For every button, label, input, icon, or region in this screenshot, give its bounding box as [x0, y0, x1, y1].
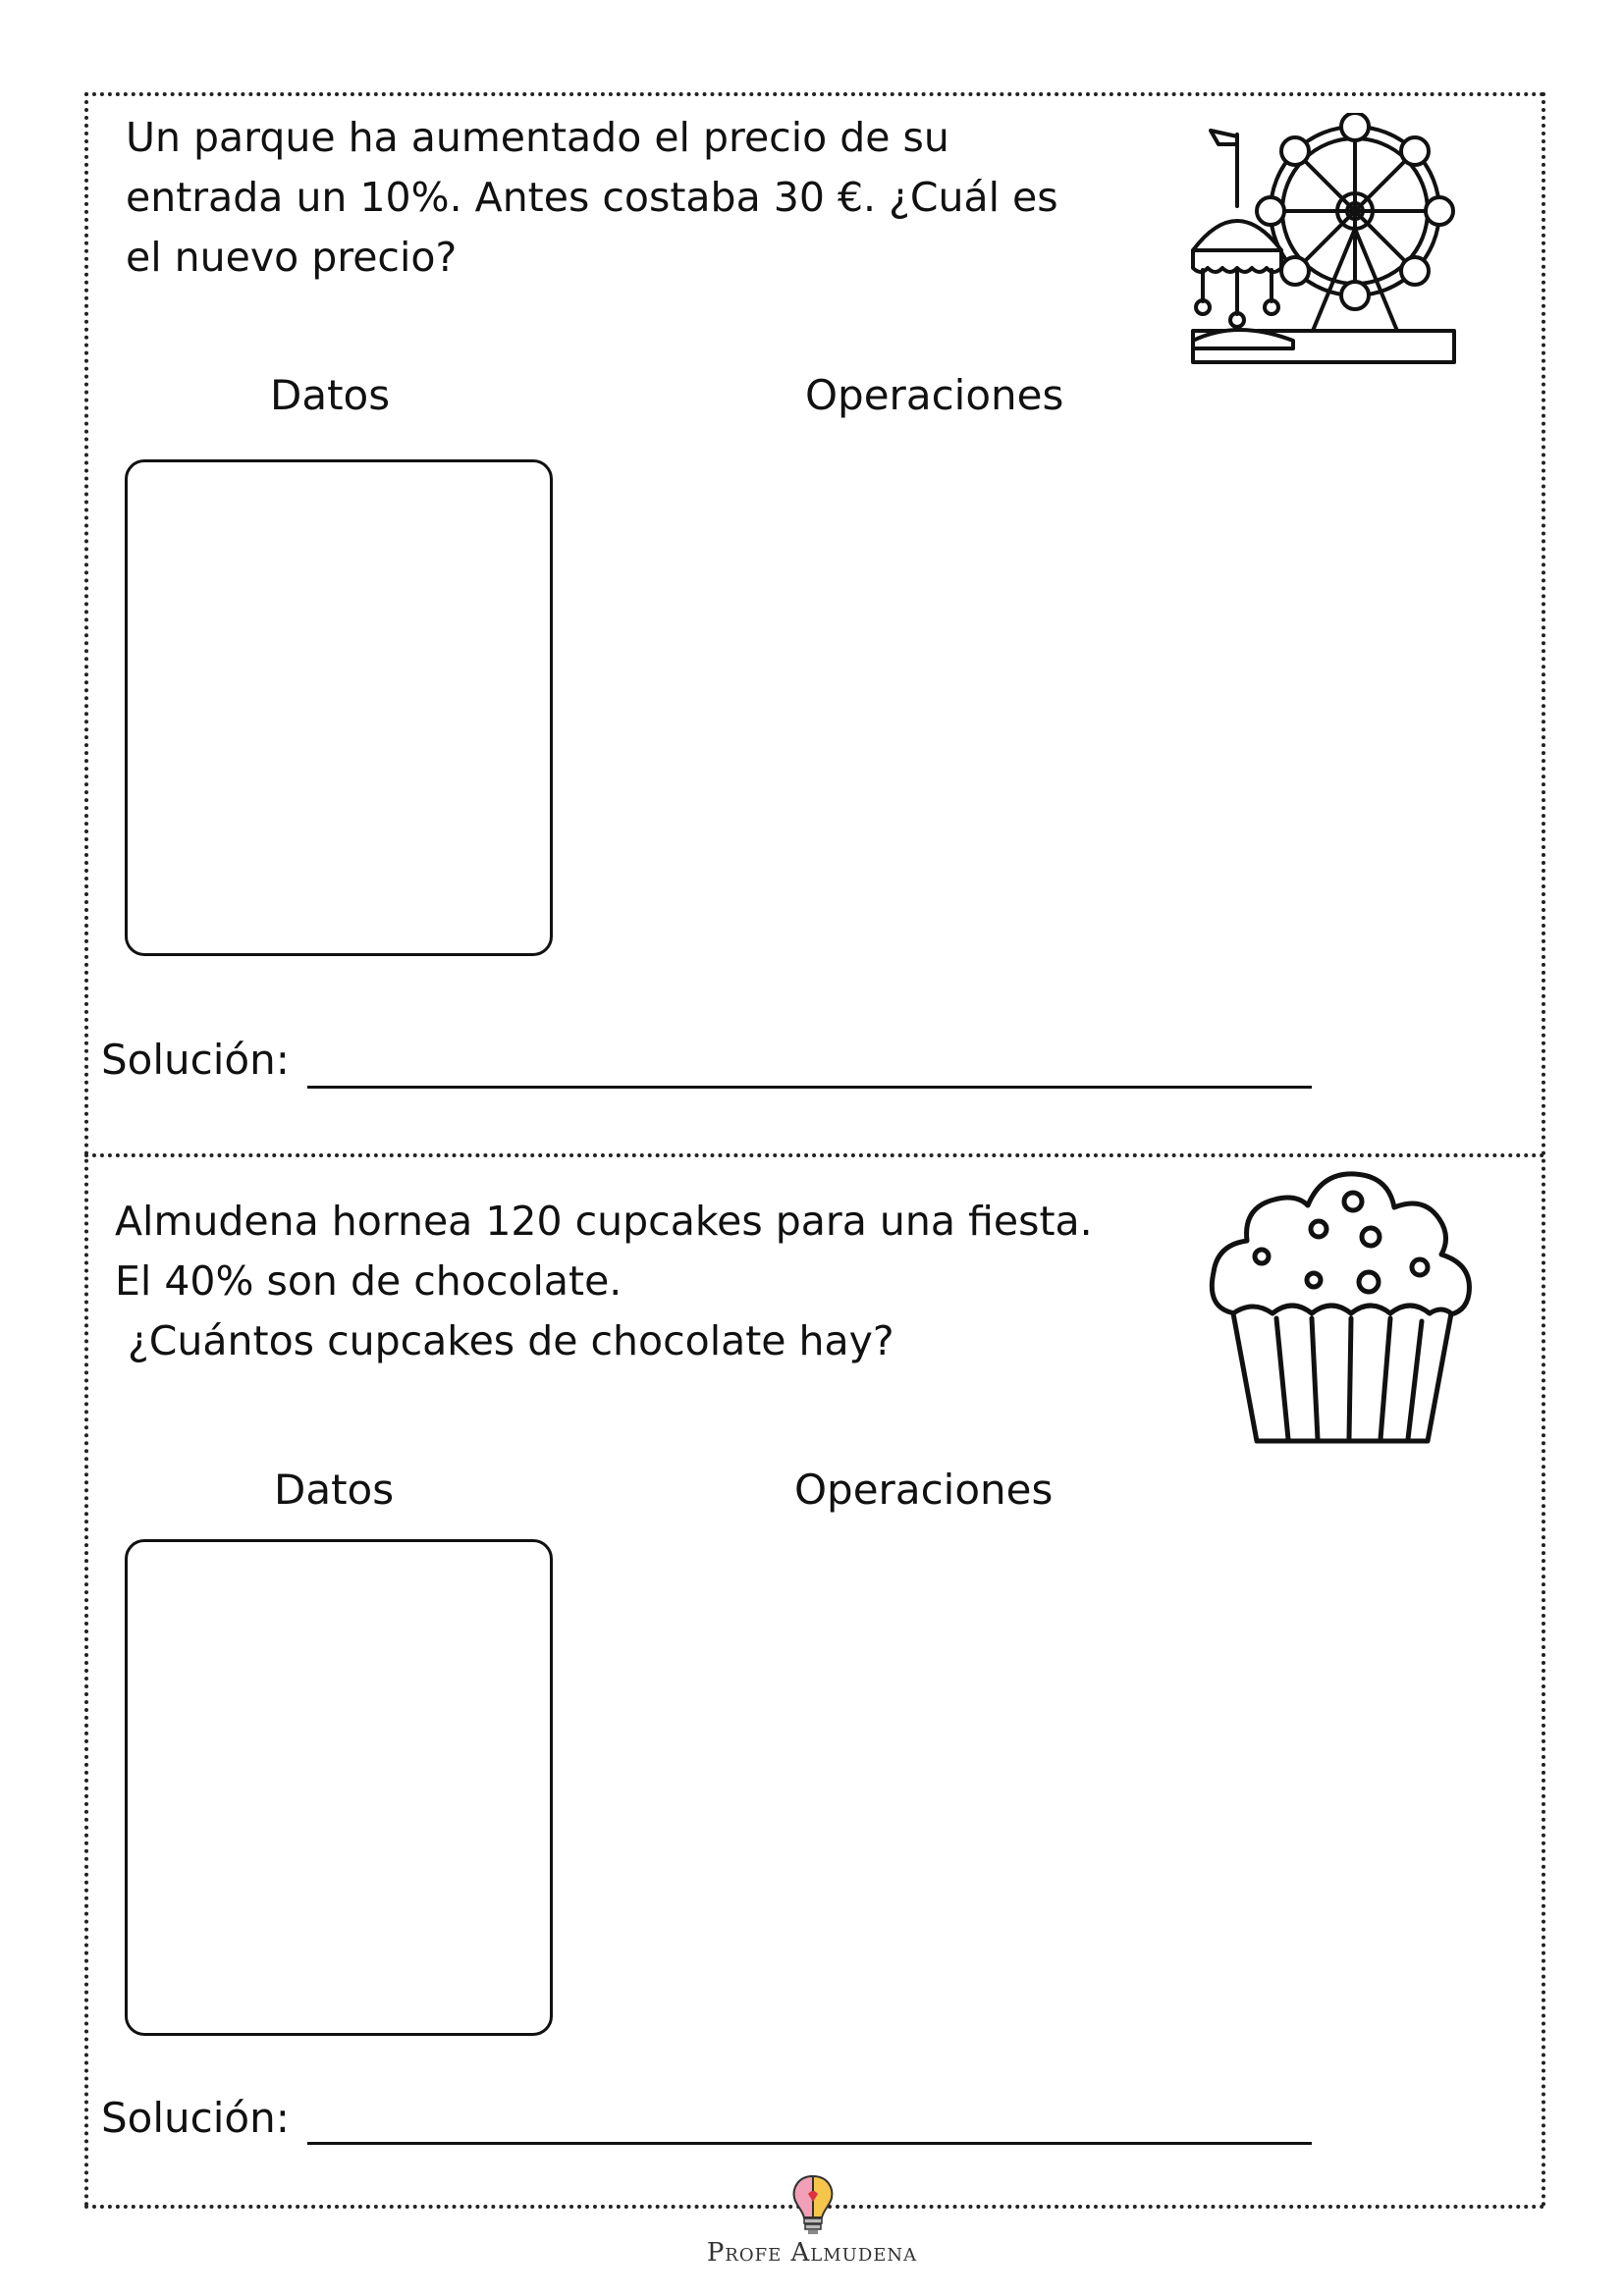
- problem-2-line-3: ¿Cuántos cupcakes de chocolate hay?: [115, 1317, 894, 1364]
- problem-2-datos-label: Datos: [274, 1466, 395, 1514]
- problem-1-line-3: el nuevo precio?: [126, 234, 458, 281]
- lightbulb-brain-logo: [788, 2172, 838, 2235]
- problem-2-line-1: Almudena hornea 120 cupcakes para una fiesta.: [115, 1198, 1093, 1245]
- section-divider: [84, 1153, 1545, 1157]
- problem-2-datos-box[interactable]: [125, 1539, 553, 2036]
- problem-1-datos-label: Datos: [270, 371, 391, 419]
- problem-1-datos-box[interactable]: [125, 459, 553, 956]
- problem-2-solucion-label: Solución:: [101, 2094, 290, 2142]
- problem-2-line-2: El 40% son de chocolate.: [115, 1257, 623, 1305]
- problem-1-line-2: entrada un 10%. Antes costaba 30 €. ¿Cuál es: [126, 174, 1058, 221]
- problem-1-statement: [126, 108, 1058, 288]
- problem-1-line-1: Un parque ha aumentado el precio de su: [126, 114, 949, 161]
- problem-1-solucion-line[interactable]: [307, 1086, 1312, 1089]
- problem-2-solucion-line[interactable]: [307, 2142, 1312, 2145]
- problem-1-solucion-label: Solución:: [101, 1036, 290, 1084]
- problem-2-operaciones-label: Operaciones: [794, 1466, 1054, 1514]
- problem-2-statement: [115, 1192, 1093, 1371]
- problem-1-operaciones-label: Operaciones: [805, 371, 1064, 419]
- cupcake-icon: [1206, 1166, 1476, 1451]
- footer-brand: Profe Almudena: [706, 2238, 918, 2268]
- ferris-wheel-carousel-icon: [1183, 113, 1463, 373]
